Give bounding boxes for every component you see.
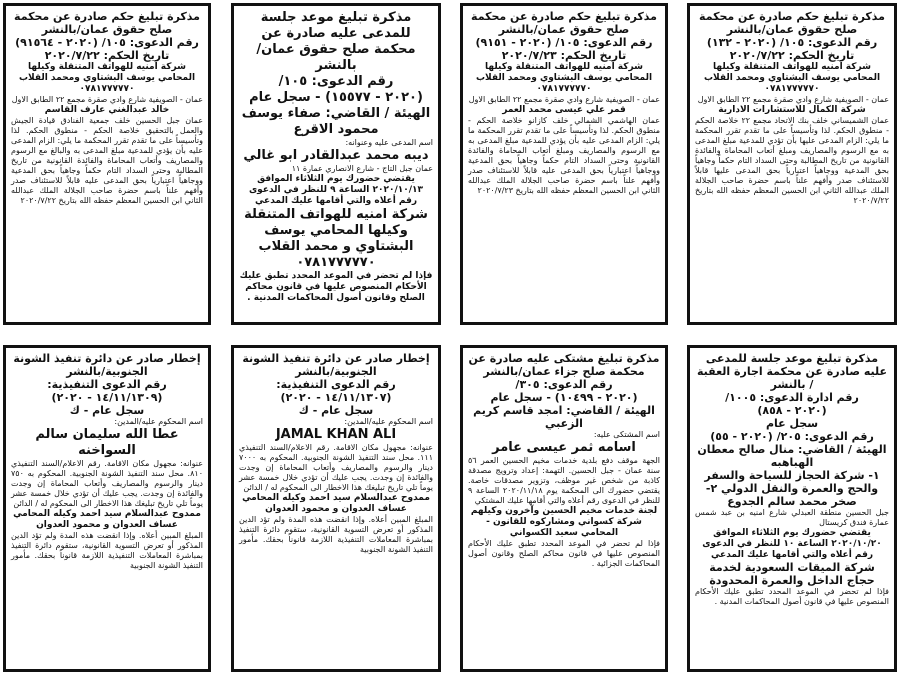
panel: الهيئة / القاضي: امجد قاسم كريم الزعبي [473, 404, 655, 430]
notice-title: إخطار صادر عن دائرة تنفيذ الشونة الجنوبية/بالنشر [242, 352, 430, 378]
panel: الهيئة / القاضي: منال صالح معطان الهباهبه [697, 443, 887, 469]
case-number: (٢٠٢٠ - ٩١٥١) [475, 36, 552, 49]
creditor: ممدوح عبدالسلام سيد احمد وكيله المحامي عساف العدوان و محمود العدوان [242, 493, 430, 514]
debtor-label: اسم المحكوم عليه/المدين: [114, 417, 203, 426]
creditor: ممدوح عبدالسلام سيد احمد وكيله المحامي عساف العدوان و محمود العدوان [13, 509, 201, 530]
case-number: (١٤/١١/١٣٠٩ - ٢٠٢٠) [51, 391, 163, 404]
registry-tag: سجل عام - ك [298, 404, 374, 417]
plaintiff: شركة امنيه للهواتف المتنقلة وكيلها المحامي يوسف البشتاوي و محمد القلاب [244, 207, 428, 254]
notice-hearing-2 [687, 345, 897, 672]
address: عمان - الصويفية شارع وادي صقرة مجمع ٢٢ الطابق الاول [697, 95, 889, 104]
case-number: (٢٠٢٠ - ٨٥٨) [757, 404, 827, 417]
accused-label: اسم المشتكى عليه: [593, 430, 660, 439]
notice-judgment-1 [3, 3, 211, 325]
registry-tag: سجل عام [249, 90, 311, 105]
case-label: رقم الدعوى: ١٠٥/ [780, 36, 878, 49]
notice-accused: مذكرة تبليغ مشتكى عليه صادرة عن محكمة صلح جزاء عمان/بالنشر رقم الدعوى: ٣٠٥/ (٢٠٢٠ - ١٠٤٩٩) - سجل عام الهيئة / القاضي: امجد قاسم كريم الزعبي اسم المشتكى عليه: اسامه ثمر عيسى عامر الجهة موقف دفع بلدية خدمات مخيم الحسين العمر ٥٦ سنة عمان - جبل الحسين. التهمة: إعداد وترويج مصدقة كاذبة من شخص غير موظف، وتزوير مصدقات خاصة. يقتضي حضورك الى المحكمة يوم ٢٠٢٠/١١/١٨ الساعة ٩ للنظر في الدعوى رقم أعلاه والتي أقامها عليك المشتكي لجنة خدمات مخيم الحسين وآخرون وكيلهم شركة كسواني ومشاركوه للقانون - المحامي سعيد الكسواني فإذا لم تحضر في الموعد المحدد تطبق عليك الأحكام المنصوص عليها في قانون محاكم الصلح وقانون أصول المحاكمات الجزائية . [460, 345, 668, 672]
notice-body: يقتضي حضورك يوم الثلاثاء الموافق ٢٠٢٠/١٠/١٣ الساعة ٩ للنظر في الدعوى رقم أعلاه والتي أقامها عليك المدعي [248, 174, 424, 206]
notice-body: عمان الهاشمي الشمالي خلف كازانو خلاصة الحكم - منطوق الحكم. لذا وتأسيساً على ما تقدم تقرر المحكمة ما يلي: الزام المدعى عليه بأن يؤدي للمدعية مبلغ المدعى به مع الرسوم والمصاريف ومبلغ أتعاب المحاماة والفائدة القانونية وحتى السداد التام حكماً وجاهياً بحق المدعية ووجاهياً اعتبارياً بحق المدعى عليه قابلاً للاستئناف صدر وأفهم علناً باسم حضرة صاحب الجلالة الملك عبدالله الثاني ابن الحسين المعظم حفظه الله بتاريخ ٢٠٢٠/٧/٢٣ [468, 116, 660, 195]
defendant-name: شركة الكمال للاستشارات الادارية [718, 105, 866, 115]
registry-tag: سجل عام [490, 391, 543, 404]
parties: شركة امنيه للهواتف المتنقلة وكيلها المحامي يوسف البشتاوي ومحمد القلاب [475, 62, 653, 83]
notice-footer: فإذا لم تحضر في الموعد المحدد تطبق عليك الأحكام المنصوص عليها في قانون أصول المحاكمات المدنية . [695, 587, 889, 606]
notice-footer: فإذا لم تحضر في الموعد المحدد تطبق عليك الأحكام المنصوص عليها في قانون محاكم الصلح وقانون أصول المحاكمات الجزائية . [468, 539, 660, 568]
debtor-label: اسم المحكوم عليه/المدين: [344, 417, 433, 426]
notice-title: مذكرة تبليغ مشتكى عليه صادرة عن محكمة صلح جزاء عمان/بالنشر [468, 352, 660, 378]
debtor-name: عطا الله سليمان سالم السواخنه [35, 427, 179, 458]
registry-tag: سجل عام - ك [69, 404, 145, 417]
address: عمان - الصويفية شارع وادي صقرة مجمع ٢٢ الطابق الاول [468, 95, 660, 104]
case-label: رقم الدعوى: ١٠٥/ [101, 36, 199, 49]
notice-title: مذكرة تبليغ حكم صادرة عن محكمة صلح حقوق عمان/بالنشر [471, 10, 657, 36]
notice-footer: المبلغ المبين أعلاه. وإذا انقضت هذه المدة ولم تؤد الدين المذكور أو تعرض التسوية القانونية، ستقوم دائرة التنفيذ بمباشرة المعاملات التنفيذية اللازمة قانوناً بحقك. مأمور التنفيذ الشونة الجنوبية [239, 515, 433, 554]
registry-tag: سجل عام [765, 417, 819, 430]
address: جبل الحسين منطقة العبدلي شارع امنيه بن عبد شمس عمارة فندق كريستال [695, 508, 889, 527]
panel: الهيئة / القاضي: صفاء يوسف محمود الاقرع [241, 106, 431, 137]
case-number: (٢٠٢٠ - ١٠٤٩٩) [554, 391, 638, 404]
judgment-date: تاريخ الحكم: ٢٠٢٠/٧/٢٢ [44, 49, 170, 62]
notice-body: يقتضي حضورك يوم الثلاثاء الموافق ٢٠٢٠/١٠/٢٠ الساعة ١٠ للنظر في الدعوى رقم أعلاه والتي أقامها عليك المدعي [702, 528, 882, 560]
complainant: لجنة خدمات مخيم الحسين وآخرون وكيلهم شركة كسواني ومشاركوه للقانون - المحامي سعيد الكسواني [470, 506, 658, 538]
notice-body: عنوانه: مجهول مكان الاقامة. رقم الاعلام/السند التنفيذي ٨١٠. محل سند التنفيذ الشونة الجنوبية. المحكوم به ٧٥٠ دينار والرسوم والمصاريف وأتعاب المحاماة إن وجدت والفائدة إن وجدت. يجب عليك أن تؤدي خلال خمسة عشر يوماً تلي تاريخ تبليغك هذا الاخطار الى المحكوم له / الدائن [11, 459, 203, 508]
notice-title: مذكرة تبليغ موعد جلسة للمدعى عليه صادرة عن محكمة صلح حقوق عمان/بالنشر [256, 10, 416, 73]
defendant-label: اسم المدعى عليه وعنوانه: [345, 138, 433, 147]
notice-body: عنوانه: مجهول مكان الاقامة. رقم الاعلام/السند التنفيذي ١١١. محل سند التنفيذ الشونة الجنوبية. المحكوم به ٧٠٠٠ دينار والرسوم والمصاريف وأتعاب المحاماة إن وجدت والفائدة إن وجدت. يجب عليك أن تؤدي خلال خمسة عشر يوماً تلي تاريخ تبليغك هذا الاخطار الى المحكوم له / الدائن [239, 443, 433, 492]
judgment-date: تاريخ الحكم: ٢٠٢٠/٧/٢٢ [729, 49, 855, 62]
notice-title: إخطار صادر عن دائرة تنفيذ الشونة الجنوبية/بالنشر [13, 352, 201, 378]
case-label: رقم الدعوى التنفيذية: [47, 378, 167, 391]
defendant-name: ديبه محمد عبدالقادر ابو غالي [243, 148, 429, 163]
phone: ٠٧٨١٧٧٧٧٧٠ [764, 84, 820, 94]
case-label: رقم الدعوى: ٣٠٥/ [515, 378, 613, 391]
phone: ٠٧٨١٧٧٧٧٧٠ [296, 255, 376, 270]
case-number: (٢٠٢٠ - ١٥٥٧٧) [325, 90, 423, 105]
notice-execution-2 [231, 345, 441, 672]
address: عمان جبل التاج - شارع الانصاري عمارة ١١ [291, 164, 433, 173]
notice-judgment-3 [687, 3, 897, 325]
case-number: (١٤/١١/١٣٠٧ - ٢٠٢٠) [280, 391, 392, 404]
judgment-date: تاريخ الحكم: ٢٠٢٠/٧/٢٣ [501, 49, 627, 62]
case-label-2: رقم الدعوى: ٢٠٥/ [776, 430, 874, 443]
case-label: رقم الدعوى: ١٠٥/ [555, 36, 653, 49]
notice-body: عمان جبل الحسين خلف جمعية الفنادق قيادة الجيش والعمل بالتحقيق خلاصة الحكم - منطوق الحكم. لذا وتأسيساً على ما تقدم تقرر المحكمة ما يلي: الزام المدعى عليه بأن يؤدي للمدعية مبلغ المدعى به والبالغ مع الرسوم والمصاريف وأتعاب المحاماة والفائدة القانونية من تاريخ المطالبة وحتى السداد التام حكماً وجاهياً بحق المدعية ووجاهياً اعتبارياً بحق المدعى عليه قابلاً للاستئناف صدر وأفهم علناً باسم حضرة صاحب الجلالة الملك عبدالله الثاني ابن الحسين المعظم حفظه الله بتاريخ ٢٠٢٠/٧/٢٢ [11, 116, 203, 205]
defendants: ١- شركة الحجاز للسياحة والسفر والحج والعمرة والنقل الدولي ٢- صخر محمد سالم الجدوع [704, 469, 880, 508]
notice-body: الجهة موقف دفع بلدية خدمات مخيم الحسين العمر ٥٦ سنة عمان - جبل الحسين. التهمة: إعداد وترويج مصدقة كاذبة من شخص غير موظف، وتزوير مصدقات خاصة. يقتضي حضورك الى المحكمة يوم ٢٠٢٠/١١/١٨ الساعة ٩ للنظر في الدعوى رقم أعلاه والتي أقامها عليك المشتكي [468, 456, 661, 505]
notice-title: مذكرة تبليغ حكم صادرة عن محكمة صلح حقوق عمان/بالنشر [14, 10, 200, 36]
parties: شركة امنيه للهواتف المتنقلة وكيلها المحامي يوسف البشتاوي ومحمد القلاب [703, 62, 881, 83]
notice-title: مذكرة تبليغ حكم صادرة عن محكمة صلح حقوق عمان/بالنشر [699, 10, 885, 36]
case-label: رقم الدعوى: ١٠٥/ [278, 74, 394, 89]
case-label: رقم الدعوى التنفيذية: [276, 378, 396, 391]
parties: شركة امنيه للهواتف المتنقلة وكيلها المحامي يوسف البشتاوي ومحمد القلاب [18, 62, 196, 83]
case-number-2: (٢٠٢٠ - ٥٥) [710, 430, 773, 443]
notice-body: عمان الشميساني خلف بنك الاتحاد مجمع ٢٢ خلاصة الحكم - منطوق الحكم. لذا وتأسيساً على ما تقدم تقرر المحكمة ما يلي: الزام المدعى عليها بأن تؤدي للمدعية مبلغ المدعى به مع الرسوم والمصاريف ومبلغ أتعاب المحاماة والفائدة القانونية من تاريخ المطالبة وحتى السداد التام حكماً وجاهياً بحق المدعية ووجاهياً اعتبارياً بحق المدعى عليها قابلاً للاستئناف صدر وأفهم علناً باسم حضرة صاحب الجلالة الملك عبدالله الثاني ابن الحسين المعظم حفظه الله بتاريخ ٢٠٢٠/٧/٢٢ [695, 116, 889, 205]
notice-judgment-2 [460, 3, 668, 325]
notice-execution-1 [3, 345, 211, 672]
defendant-name: خالد عبدالغني عارف القاسم [44, 105, 170, 115]
debtor-name: JAMAL KHAN ALI [275, 427, 397, 442]
case-number: (٢٠٢٠ - ٩١٥٦٤) [15, 36, 98, 49]
notice-footer: المبلغ المبين أعلاه. وإذا انقضت هذه المدة ولم تؤد الدين المذكور أو تعرض التسوية القانونية، ستقوم دائرة التنفيذ بمباشرة المعاملات التنفيذية اللازمة قانوناً بحقك. مأمور التنفيذ الشونة الجنوبية [11, 531, 203, 570]
defendant-name: قمر علي عيسى محمد العمر [502, 105, 626, 115]
address: عمان - الصويفية شارع وادي صقرة مجمع ٢٢ الطابق الاول [11, 95, 203, 104]
notice-title: مذكرة تبليغ موعد جلسة للمدعى عليه صادرة عن محكمة اجارة العقبة / بالنشر [697, 352, 887, 391]
plaintiff: شركة الميقات السعودية لخدمة حجاج الداخل والعمرة المحدودة [709, 561, 875, 587]
case-label: رقم ادارة الدعوى: ١٠٠٥/ [725, 391, 859, 404]
accused-name: اسامه ثمر عيسى عامر [492, 440, 636, 455]
phone: ٠٧٨١٧٧٧٧٧٠ [79, 84, 135, 94]
case-number: (٢٠٢٠ - ١٣٢) [706, 36, 777, 49]
notice-hearing-1: مذكرة تبليغ موعد جلسة للمدعى عليه صادرة عن محكمة صلح حقوق عمان/بالنشر رقم الدعوى: ١٠٥/ (٢٠٢٠ - ١٥٥٧٧) - سجل عام الهيئة / القاضي: صفاء يوسف محمود الاقرع اسم المدعى عليه وعنوانه: ديبه محمد عبدالقادر ابو غالي عمان جبل التاج - شارع الانصاري عمارة ١١ يقتضي حضورك يوم الثلاثاء الموافق ٢٠٢٠/١٠/١٣ الساعة ٩ للنظر في الدعوى رقم أعلاه والتي أقامها عليك المدعي شركة امنيه للهواتف المتنقلة وكيلها المحامي يوسف البشتاوي و محمد القلاب ٠٧٨١٧٧٧٧٧٠ فإذا لم تحضر في الموعد المحدد تطبق عليك الأحكام المنصوص عليها في قانون محاكم الصلح وقانون أصول المحاكمات المدنية . [231, 3, 441, 325]
notice-footer: فإذا لم تحضر في الموعد المحدد تطبق عليك الأحكام المنصوص عليها في قانون محاكم الصلح وقانون أصول المحاكمات المدنية . [239, 271, 433, 303]
phone: ٠٧٨١٧٧٧٧٧٠ [536, 84, 592, 94]
